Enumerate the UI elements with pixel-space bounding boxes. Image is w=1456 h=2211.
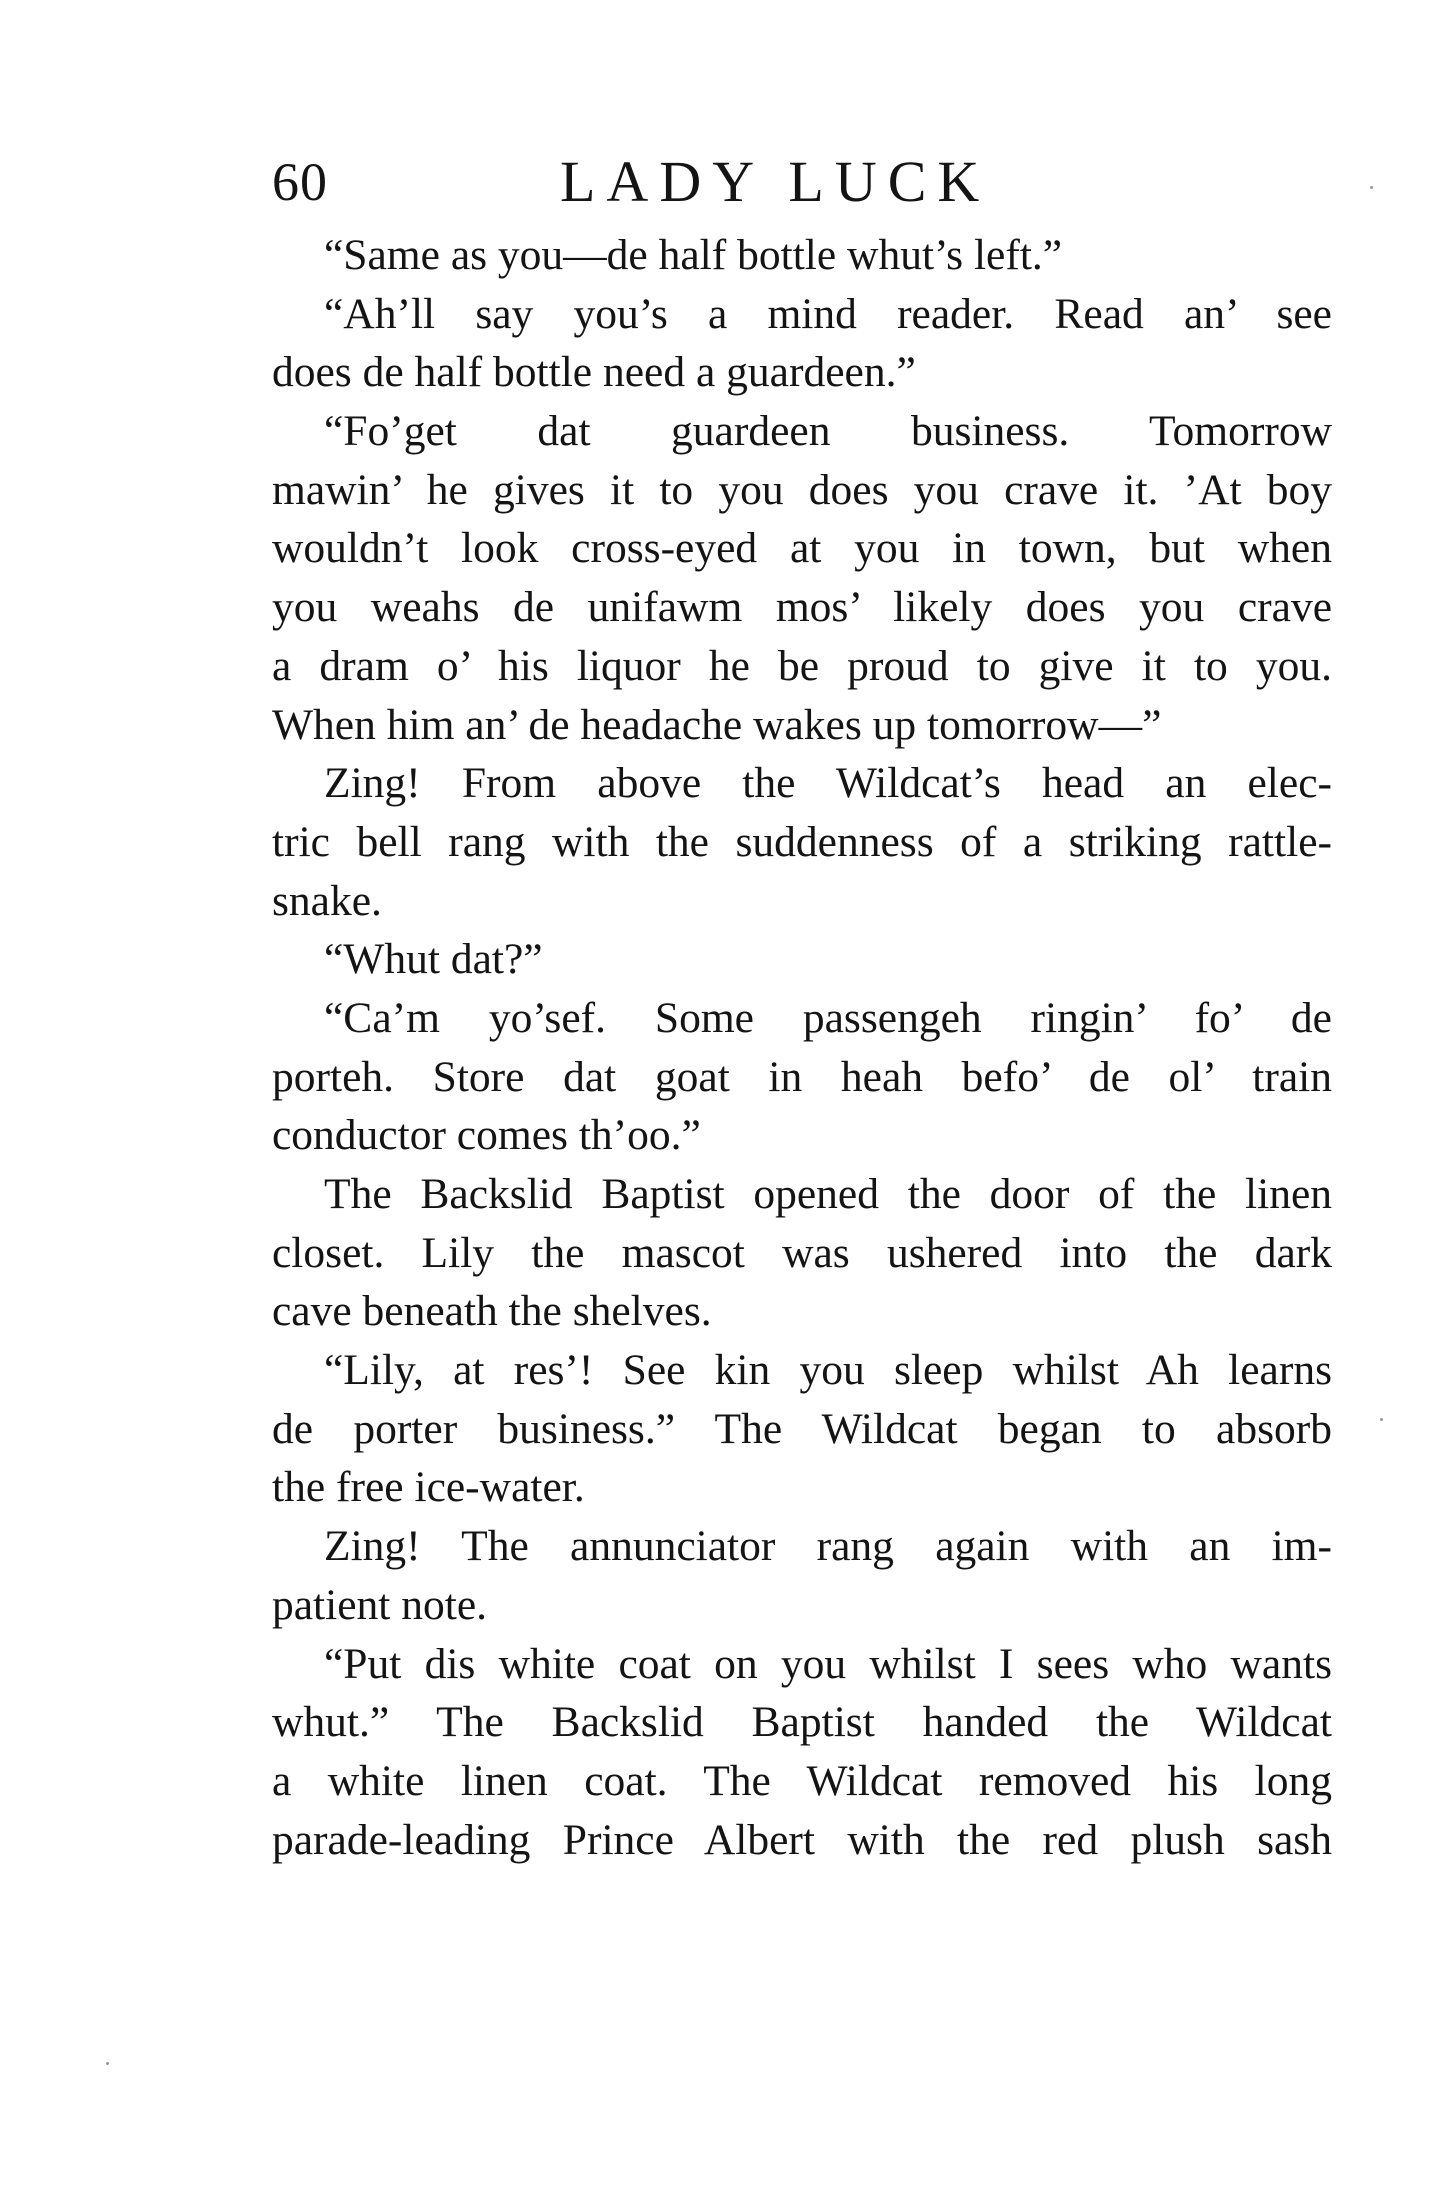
text-line: The Backslid Baptist opened the door of the linen [324, 1170, 1332, 1218]
text-line: “Lily, at res’! See kin you sleep whilst Ah learns [324, 1346, 1332, 1395]
text-line: does de half bottle need a guardeen.” [272, 348, 916, 397]
text-line: the free ice-water. [272, 1463, 585, 1512]
paper-speck [1380, 1418, 1383, 1421]
text-line: closet. Lily the mascot was ushered into the dark [272, 1228, 1332, 1277]
text-line: Zing! The annunciator rang again with an im- [324, 1522, 1332, 1571]
text-line: porteh. Store dat goat in heah befo’ de ol’ train [272, 1052, 1332, 1101]
text-line: mawin’ he gives it to you does you crave it. ’At boy [272, 465, 1332, 514]
text-line: you weahs de unifawm mos’ likely does you crave [272, 583, 1332, 632]
text-line: cave beneath the shelves. [272, 1287, 712, 1336]
text-line: tric bell rang with the suddenness of a striking rattle- [272, 817, 1332, 866]
text-line: a white linen coat. The Wildcat removed his long [272, 1756, 1332, 1805]
paper-speck [1370, 186, 1373, 189]
text-line: “Same as you—de half bottle whut’s left.” [324, 231, 1063, 279]
text-line: whut.” The Backslid Baptist handed the Wildcat [272, 1698, 1332, 1747]
text-line: When him an’ de headache wakes up tomorrow—” [272, 700, 1162, 749]
text-line: wouldn’t look cross-eyed at you in town, but when [272, 524, 1332, 573]
paper-speck [106, 2062, 109, 2065]
text-line: conductor comes th’oo.” [272, 1111, 701, 1160]
text-line: Zing! From above the Wildcat’s head an elec- [324, 759, 1332, 808]
page-header [272, 140, 1332, 224]
text-line: a dram o’ his liquor he be proud to give it to you. [272, 641, 1332, 690]
body-text [272, 226, 1332, 1869]
text-line: parade-leading Prince Albert with the red plush sash [272, 1815, 1332, 1864]
text-line: “Whut dat?” [324, 935, 543, 984]
text-line: de porter business.” The Wildcat began to absorb [272, 1404, 1332, 1453]
text-line: “Fo’get dat guardeen business. Tomorrow [324, 407, 1332, 456]
text-line: “Put dis white coat on you whilst I sees who wants [324, 1639, 1332, 1688]
running-title: LADY LUCK [560, 149, 991, 214]
text-line: snake. [272, 876, 382, 925]
text-line: “Ca’m yo’sef. Some passengeh ringin’ fo’ de [324, 993, 1332, 1042]
text-line: “Ah’ll say you’s a mind reader. Read an’ see [324, 289, 1332, 338]
page-number: 60 [272, 152, 328, 212]
text-line: patient note. [272, 1580, 488, 1629]
